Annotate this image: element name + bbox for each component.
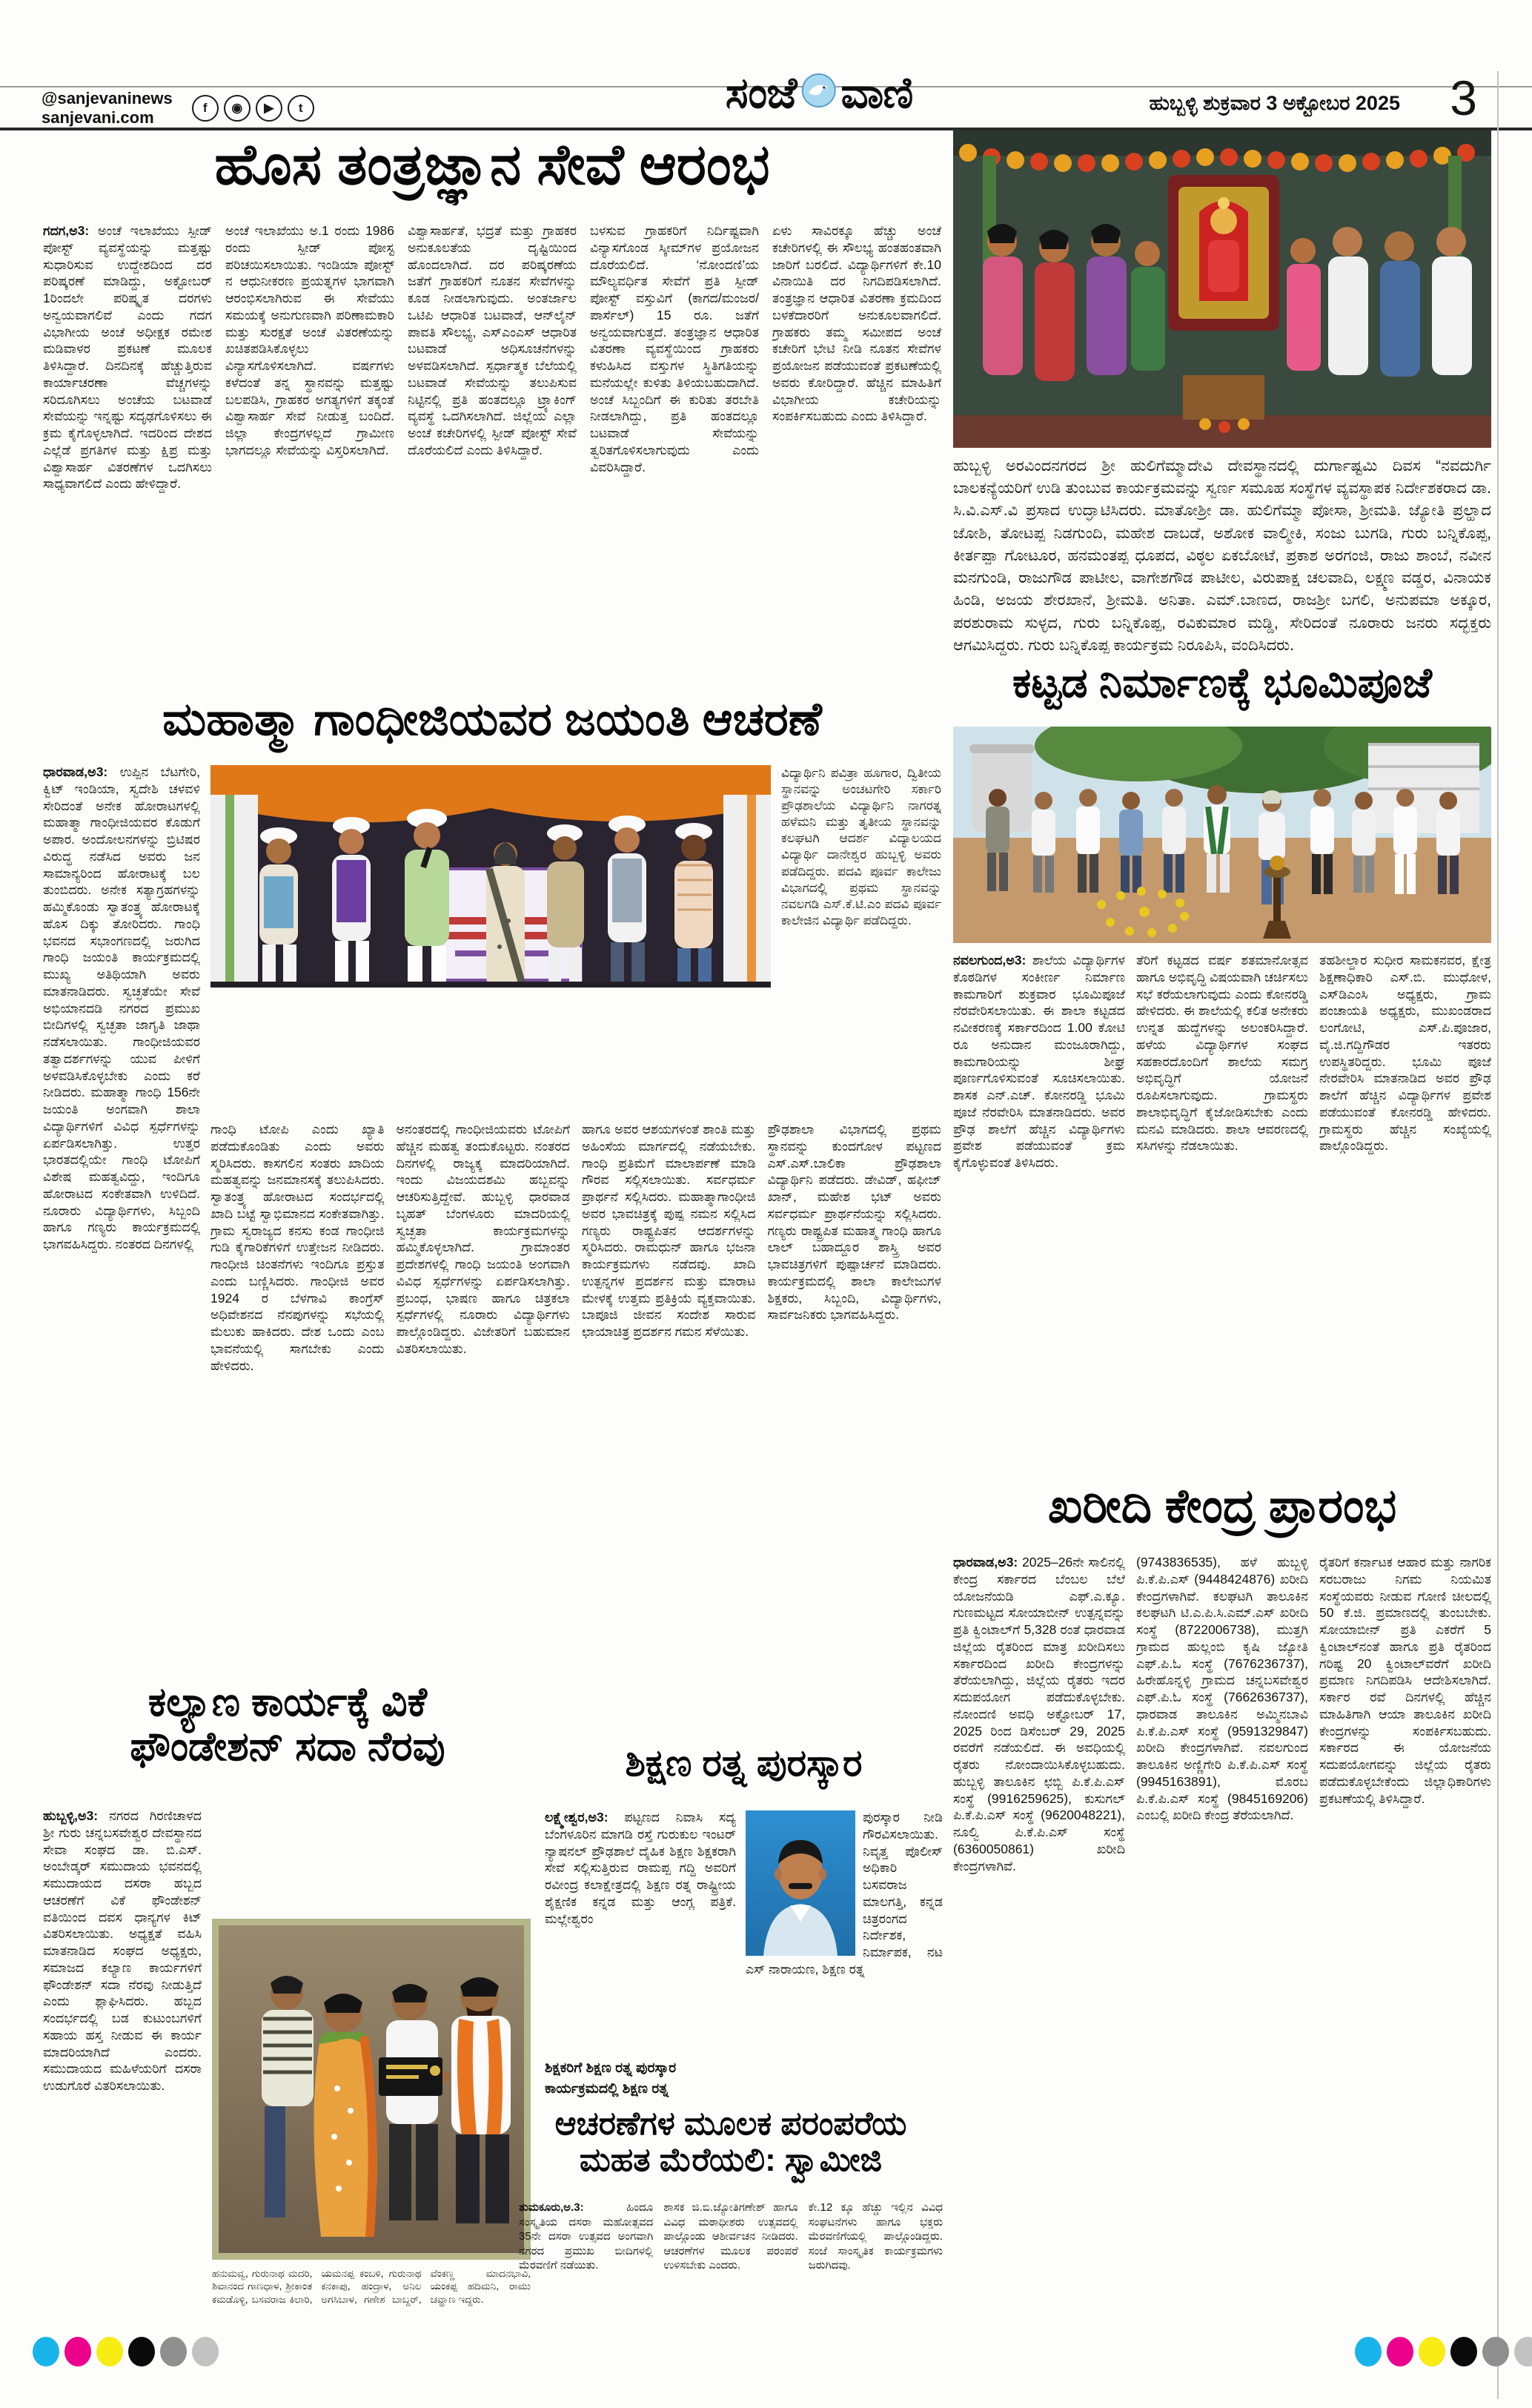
light-gray-dot	[192, 2337, 219, 2366]
magenta-dot	[1387, 2337, 1413, 2366]
vk-felicitation-photo	[212, 1919, 531, 2260]
headline-line: ಕಲ್ಯಾಣ ಕಾರ್ಯಕ್ಕೆ ವಿಕೆ	[147, 1680, 428, 1724]
column-text: ಶಾಲೆಯ ವಿದ್ಯಾರ್ಥಿಗಳ ಕೊಠಡಿಗಳ ಸಂಕೀರ್ಣ ನಿರ್ಮಾಣ ಕಾಮಗಾರಿಗೆ ಶುಕ್ರವಾರ ಭೂಮಿಪೂಜೆ ನೆರವೇರಿಸಲಾಯಿತು. ಈ ಶಾಲಾ ಕಟ್ಟಡದ ನವೀಕರಣಕ್ಕೆ ಸರ್ಕಾರದಿಂದ 1.00 ಕೋಟಿ ರೂ ಅನುದಾನ ಮಂಜೂರಾಗಿದ್ದು, ಕಾಮಗಾರಿಯನ್ನು ಶೀಘ್ರ ಪೂರ್ಣಗೊಳಿಸುವಂತೆ ಸೂಚಿಸಲಾಯಿತು. ಶಾಸಕ ಎನ್.ಎಚ್. ಕೋನರಡ್ಡಿ ಭೂಮಿ ಪೂಜೆ ನೆರವೇರಿಸಿ ಮಾತನಾಡಿದರು. ಅವರ ಪ್ರೌಢ ಶಾಲೆಗೆ ಹೆಚ್ಚಿನ ವಿದ್ಯಾರ್ಥಿಗಳು ಪ್ರವೇಶ ಪಡೆಯುವಂತೆ ಕ್ರಮ ಕೈಗೊಳ್ಳುವಂತೆ ತಿಳಿಸಿದರು.	[953, 953, 1125, 1170]
article-column	[953, 952, 1125, 1462]
yellow-dot	[1419, 2337, 1445, 2366]
article-column: ತಹಶೀಲ್ದಾರ ಸುಧೀರ ಸಾಮಕನವರ, ಕ್ಷೇತ್ರ ಶಿಕ್ಷಣಾಧಿಕಾರಿ ಎಸ್.ಬಿ. ಮುಧೋಳ, ಎಸ್‌ಡಿಎಂಸಿ ಅಧ್ಯಕ್ಷರು, ಗ್ರಾಮ ಪಂಚಾಯತಿ ಅಧ್ಯಕ್ಷರು, ಮುಖಂಡರಾದ ಲಂಗೋಟಿ, ಎಸ್.ಪಿ.ಪೂಜಾರ, ವೈ.ಜಿ.ಗದ್ದಿಗೌಡರ ಇತರರು ಉಪಸ್ಥಿತರಿದ್ದರು. ಭೂಮಿ ಪೂಜೆ ನೇರವೇರಿಸಿ ಮಾತನಾಡಿದ ಅವರ ಪ್ರೌಢ ಶಾಲೆಗೆ ಹೆಚ್ಚಿನ ವಿದ್ಯಾರ್ಥಿಗಳ ಪ್ರವೇಶ ಪಡೆಯುವಂತೆ ಕೋನರಡ್ಡಿ ಹೇಳಿದರು. ಗ್ರಾಮಸ್ಥರು ಹೆಚ್ಚಿನ ಸಂಖ್ಯೆಯಲ್ಲಿ ಪಾಲ್ಗೊಂಡಿದ್ದರು.	[1319, 953, 1491, 1154]
edition-dateline: ಹುಬ್ಬಳ್ಳಿ ಶುಕ್ರವಾರ 3 ಅಕ್ಟೋಬರ 2025	[1149, 92, 1400, 114]
yellow-dot	[96, 2337, 123, 2366]
column-text: ಹಿಂದೂ ಸಂಸ್ಕೃತಿಯ ದಸರಾ ಮಹೋತ್ಸವದ 35ನೇ ದಸರಾ ಉತ್ಸವದ ಅಂಗವಾಗಿ ನಗರದ ಪ್ರಮುಖ ಬೀದಿಗಳಲ್ಲಿ ಮೆರವಣಿಗೆ ನಡೆಯಿತು.	[519, 2201, 654, 2272]
temple-ceremony-photo	[953, 130, 1491, 448]
article-column: ಅನಂತರದಲ್ಲಿ ಗಾಂಧೀಜಿಯವರು ಟೋಪಿಗೆ ಹೆಚ್ಚಿನ ಮಹತ್ವ ತಂದುಕೊಟ್ಟರು. ನಂತರದ ದಿನಗಳಲ್ಲಿ ರಾಜ್ಯಕ್ಕ ಮಾದರಿಯಾಗಿದೆ. ಇಂದು ವಿಜಯದಶಮಿ ಹಬ್ಬವನ್ನು ಆಚರಿಸುತ್ತಿದ್ದೇವೆ. ಹುಬ್ಬಳ್ಳಿ ಧಾರವಾಡ ಬೃಹತ್ ಬೆಂಗಳೂರು ಮಾದರಿಯಲ್ಲಿ ಸ್ವಚ್ಛತಾ ಕಾರ್ಯಕ್ರಮಗಳನ್ನು ಹಮ್ಮಿಕೊಳ್ಳಲಾಗಿದೆ. ಗ್ರಾಮಾಂತರ ಪ್ರದೇಶಗಳಲ್ಲಿ ಗಾಂಧಿ ಜಯಂತಿ ಅಂಗವಾಗಿ ವಿವಿಧ ಸ್ಪರ್ಧೆಗಳನ್ನು ಏರ್ಪಡಿಸಲಾಗಿತ್ತು. ಪ್ರಬಂಧ, ಭಾಷಣ ಹಾಗೂ ಚಿತ್ರಕಲಾ ಸ್ಪರ್ಧೆಗಳಲ್ಲಿ ನೂರಾರು ವಿದ್ಯಾರ್ಥಿಗಳು ಪಾಲ್ಗೊಂಡಿದ್ದರು. ವಿಜೇತರಿಗೆ ಬಹುಮಾನ ವಿತರಿಸಲಾಯಿತು.	[396, 1122, 570, 1356]
swamiji-columns	[519, 2200, 943, 2328]
magenta-dot	[64, 2337, 91, 2366]
article-column: ಅಂಚೆ ಇಲಾಖೆಯು ಅ.1 ರಂದು 1986 ರಂದು ಸ್ಪೀಡ್ ಪೋಸ್ಟ ಪರಿಚಯಿಸಲಾಯಿತು. ಇಂಡಿಯಾ ಪೋಸ್ಟ್ ನ ಆಧುನೀಕರಣ ಪ್ರಯತ್ನಗಳ ಭಾಗವಾಗಿ ಆರಂಭಿಸಲಾಗಿರುವ ಈ ಸೇವೆಯು ಸಮಯಕ್ಕೆ ಅನುಗುಣವಾಗಿ ಪರಿಣಾಮಕಾರಿ ಮತ್ತು ಸುರಕ್ಷತೆ ಅಂಚೆ ವಿತರಣೆಯನ್ನು ಖಚಿತಪಡಿಸಿಕೊಳ್ಳಲು ವಿನ್ಯಾಸಗೊಳಿಸಲಾಗಿದೆ. ವರ್ಷಗಳು ಕಳೆದಂತೆ ತನ್ನ ಸ್ಥಾನವನ್ನು ಮತ್ತಷ್ಟು ಬಲಪಡಿಸಿ, ಗ್ರಾಹಕರ ಅಗತ್ಯಗಳಿಗೆ ತಕ್ಕಂತೆ ವಿಶ್ವಾಸಾರ್ಹ ಸೇವೆ ನೀಡುತ್ತ ಬಂದಿದೆ. ಜಿಲ್ಲಾ ಕೇಂದ್ರಗಳಲ್ಲದೆ ಗ್ರಾಮೀಣ ಭಾಗದಲ್ಲೂ ಸೇವೆಯನ್ನು ವಿಸ್ತರಿಸಲಾಗಿದೆ.	[225, 223, 394, 457]
headline-bhoomi-pooja: ಕಟ್ಟಡ ನಿರ್ಮಾಣಕ್ಕೆ ಭೂಮಿಪೂಜೆ	[1012, 659, 1432, 706]
bird-logo-icon	[801, 69, 837, 119]
article-column: ಪ್ರೌಢಶಾಲಾ ವಿಭಾಗದಲ್ಲಿ ಪ್ರಥಮ ಸ್ಥಾನವನ್ನು ಕುಂದಗೋಳ ಪಟ್ಟಣದ ಎಸ್.ಎಸ್.ಬಾಲಿಕಾ ಪ್ರೌಢಶಾಲಾ ವಿದ್ಯಾರ್ಥಿನಿ ಪಡೆದರು. ಡೇವಿಡ್, ಹಫೀಜ್ ಖಾನ್, ಮಹೇಶ ಭಟ್ ಅವರು ಸರ್ವಧರ್ಮ ಪ್ರಾರ್ಥನೆಯನ್ನು ಸಲ್ಲಿಸಿದರು. ಗಣ್ಯರು ರಾಷ್ಟ್ರಪಿತ ಮಹಾತ್ಮ ಗಾಂಧಿ ಹಾಗೂ ಲಾಲ್ ಬಹಾದ್ದೂರ ಶಾಸ್ತ್ರಿ ಅವರ ಭಾವಚಿತ್ರಗಳಿಗೆ ಪುಷ್ಪಾರ್ಚನೆ ಮಾಡಿದರು. ಕಾರ್ಯಕ್ರಮದಲ್ಲಿ ಶಾಲಾ ಕಾಲೇಜುಗಳ ಶಿಕ್ಷಕರು, ಸಿಬ್ಬಂದಿ, ವಿದ್ಯಾರ್ಥಿಗಳು, ಸಾರ್ವಜನಿಕರು ಭಾಗವಹಿಸಿದ್ದರು.	[767, 1122, 941, 1323]
kharidi-columns	[953, 1554, 1491, 2328]
article-column	[43, 222, 212, 682]
article-column: ಏಳು ಸಾವಿರಕ್ಕೂ ಹೆಚ್ಚು ಅಂಚೆ ಕಚೇರಿಗಳಲ್ಲಿ ಈ ಸೌಲಭ್ಯ ಹಂತಹಂತವಾಗಿ ಜಾರಿಗೆ ಬರಲಿದೆ. ವಿದ್ಯಾರ್ಥಿಗಳಿಗೆ ಕೇ.10 ವಿನಾಯಿತಿ ದರ ನಿಗದಿಪಡಿಸಲಾಗಿದೆ. ತಂತ್ರಜ್ಞಾನ ಆಧಾರಿತ ವಿತರಣಾ ಕ್ರಮದಿಂದ ಬಳಕೆದಾರರಿಗೆ ಅನುಕೂಲವಾಗಲಿದೆ. ಗ್ರಾಹಕರು ತಮ್ಮ ಸಮೀಪದ ಅಂಚೆ ಕಚೇರಿಗೆ ಭೇಟಿ ನೀಡಿ ನೂತನ ಸೇವೆಗಳ ಪ್ರಯೋಜನ ಪಡೆಯುವಂತೆ ಪ್ರಕಟಣೆಯಲ್ಲಿ ಅವರು ಕೋರಿದ್ದಾರೆ. ಹೆಚ್ಚಿನ ಮಾಹಿತಿಗೆ ವಿಭಾಗೀಯ ಕಚೇರಿಯನ್ನು ಸಂಪರ್ಕಿಸಬಹುದು ಎಂದು ತಿಳಿಸಿದ್ದಾರೆ.	[772, 223, 941, 424]
article-column: ವಿಶ್ವಾಸಾರ್ಹತೆ, ಭದ್ರತೆ ಮತ್ತು ಗ್ರಾಹಕರ ಅನುಕೂಲತೆಯ ದೃಷ್ಟಿಯಿಂದ ಹೊಂದಲಾಗಿದೆ. ದರ ಪರಿಷ್ಕರಣೆಯ ಜತೆಗೆ ಗ್ರಾಹಕರಿಗೆ ನೂತನ ಸೇವೆಗಳನ್ನು ಕೂಡ ನೀಡಲಾಗುವುದು. ಅಂತರ್ಜಾಲ ಒಟಿಪಿ ಆಧಾರಿತ ಬಟವಾಡೆ, ಆನ್‌ಲೈನ್ ಪಾವತಿ ಸೌಲಭ್ಯ, ಎಸ್‌ಎಂಎಸ್ ಆಧಾರಿತ ಬಟವಾಡೆ ಅಧಿಸೂಚನೆಗಳನ್ನು ಅಳವಡಿಸಲಾಗಿದೆ. ಸ್ಪರ್ಧಾತ್ಮಕ ಬೆಲೆಯಲ್ಲಿ ಬಟವಾಡೆ ಸೇವೆಯನ್ನು ತಲುಪಿಸುವ ನಿಟ್ಟಿನಲ್ಲಿ ಪ್ರತಿ ಹಂತದಲ್ಲೂ ಟ್ರ್ಯಾಕಿಂಗ್ ವ್ಯವಸ್ಥೆ ಒದಗಿಸಲಾಗಿದೆ. ಜಿಲ್ಲೆಯ ಎಲ್ಲಾ ಅಂಚೆ ಕಚೇರಿಗಳಲ್ಲಿ ಸ್ಪೀಡ್ ಪೋಸ್ಟ್ ಸೇವೆ ದೊರೆಯಲಿದೆ ಎಂದು ತಿಳಿಸಿದ್ದಾರೆ.	[408, 223, 577, 457]
dateline-navalgund: ನವಲಗುಂದ,ಅ3:	[953, 953, 1027, 968]
print-registration-dots-left	[33, 2337, 219, 2366]
gandhi-side-column: ವಿದ್ಯಾರ್ಥಿನಿ ಪವಿತ್ರಾ ಹೂಗಾರ, ದ್ವಿತೀಯ ಸ್ಥಾನವನ್ನು ಅಂಚಟಗೇರಿ ಸರ್ಕಾರಿ ಪ್ರೌಢಶಾಲೆಯ ವಿದ್ಯಾರ್ಥಿನಿ ನಾಗರತ್ನ ಹಳೆಮನಿ ಮತ್ತು ತೃತೀಯ ಸ್ಥಾನವನ್ನು ಕಲಘಟಗಿ ಆದರ್ಶ ವಿದ್ಯಾಲಯದ ವಿದ್ಯಾರ್ಥಿ ದಾನೇಶ್ವರ ಹುಬ್ಬಳ್ಳಿ ಅವರು ಪಡೆದಿದ್ದರು. ಪದವಿ ಪೂರ್ವ ಕಾಲೇಜು ವಿಭಾಗದಲ್ಲಿ ಪ್ರಥಮ ಸ್ಥಾನವನ್ನು ನವಲಗಡಿ ಎಸ್.ಕೆ.ಟಿ.ಎಂ ಪದವಿ ಪೂರ್ವ ಕಾಲೇಜಿನ ವಿದ್ಯಾರ್ಥಿ ಪಡೆದಿದ್ದರು.	[781, 766, 941, 927]
masthead-text-left: ಸಂಜೆ	[725, 69, 797, 117]
page-number: 3	[1450, 70, 1477, 125]
article-column: ಗಾಂಧಿ ಟೋಪಿ ಎಂದು ಖ್ಯಾತಿ ಪಡೆದುಕೊಂಡಿತು ಎಂದು ಅವರು ಸ್ಮರಿಸಿದರು. ಕಾಸಗಲಿನ ಸಂತರು ಖಾದಿಯ ಮಹತ್ವವನ್ನು ಜನಮಾನಸಕ್ಕೆ ತಲುಪಿಸಿದರು. ಸ್ವಾತಂತ್ರ್ಯ ಹೋರಾಟದ ಸಂದರ್ಭದಲ್ಲಿ ಖಾದಿ ಬಟ್ಟೆ ಸ್ವಾಭಿಮಾನದ ಸಂಕೇತವಾಗಿತ್ತು. ಗ್ರಾಮ ಸ್ವರಾಜ್ಯದ ಕನಸು ಕಂಡ ಗಾಂಧೀಜಿ ಗುಡಿ ಕೈಗಾರಿಕೆಗಳಿಗೆ ಉತ್ತೇಜನ ನೀಡಿದರು. ಗಾಂಧೀಜಿ ಚಿಂತನೆಗಳು ಇಂದಿಗೂ ಪ್ರಸ್ತುತ ಎಂದು ಬಣ್ಣಿಸಿದರು. ಗಾಂಧೀಜಿ ಅವರ 1924 ರ ಬೆಳಗಾವಿ ಕಾಂಗ್ರೆಸ್ ಅಧಿವೇಶನದ ನೆನಪುಗಳನ್ನು ಸಭೆಯಲ್ಲಿ ಮೆಲುಕು ಹಾಕಿದರು. ದೇಶ ಒಂದು ಎಂಬ ಭಾವನೆಯಲ್ಲಿ ಸಾಗಬೇಕು ಎಂದು ಹೇಳಿದರು.	[210, 1122, 385, 1373]
headline-shikshana-ratna: ಶಿಕ್ಷಣ ರತ್ನ ಪುರಸ್ಕಾರ	[625, 1742, 863, 1784]
headline-swamiji: ಆಚರಣೆಗಳ ಮೂಲಕ ಪರಂಪರೆಯ ಮಹತ ಮೆರೆಯಲಿ: ಸ್ವಾಮೀಜಿ	[554, 2106, 907, 2179]
article-column: ಕೇ.12 ಕ್ಕೂ ಹೆಚ್ಚು ಇಲ್ಲಿನ ವಿವಿಧ ಸಂಘಟನೆಗಳು ಹಾಗೂ ಭಕ್ತರು ಮೆರವಣಿಗೆಯಲ್ಲಿ ಪಾಲ್ಗೊಂಡಿದ್ದರು. ಸಂಜೆ ಸಾಂಸ್ಕೃತಿಕ ಕಾರ್ಯಕ್ರಮಗಳು ಜರುಗಿದವು.	[808, 2201, 943, 2272]
shikshana-column	[545, 1809, 736, 2055]
dateline-gadag: ಗದಗ,ಅ3:	[43, 223, 90, 238]
dateline-lakshmeshwar: ಲಕ್ಷ್ಮೇಶ್ವರ,ಅ3:	[545, 1810, 609, 1825]
temple-photo-caption: ಹುಬ್ಬಳ್ಳಿ ಅರವಿಂದನಗರದ ಶ್ರೀ ಹುಲಿಗೆಮ್ಮಾದೇವಿ ದೇವಸ್ಥಾನದಲ್ಲಿ ದುರ್ಗಾಷ್ಟಮಿ ದಿವಸ “ನವದುರ್ಗಿ ಬಾಲಕನ್ಯೆಯರಿಗೆ ಉಡಿ ತುಂಬುವ ಕಾರ್ಯಕ್ರಮವನ್ನು ಸ್ವರ್ಣ ಸಮೂಹ ಸಂಸ್ಥೆಗಳ ವ್ಯವಸ್ಥಾಪಕ ನಿರ್ದೇಶಕರಾದ ಡಾ. ಸಿ.ವಿ.ಎಸ್.ವಿ ಪ್ರಸಾದ ಉದ್ಘಾಟಿಸಿದರು. ಮಾತೋಶ್ರೀ ಡಾ. ಹುಲಿಗೆಮ್ಮಾ ಪೋಸಾ, ಶ್ರೀಮತಿ. ಜ್ಯೋತಿ ಪ್ರಲ್ಹಾದ ಜೋಶಿ, ತೋಟಪ್ಪ ನಿಡಗುಂದಿ, ಮಹೇಶ ದಾಬಡೆ, ಅಶೋಕ ವಾಲ್ಮೀಕಿ, ಸಂಜು ಬುಗಡಿ, ಗುರು ಬನ್ನಿಕೊಪ್ಪ, ಕೀರ್ತಪ್ಪಾ ಗೋಟೂರ, ಹನಮಂತಪ್ಪ ಧೂಪದ, ವಿಠ್ಠಲ ಏಕಬೋಟೆ, ಪ್ರಕಾಶ ಅರಗಂಜಿ, ರಾಜು ಶಾಂಬೆ, ನವೀನ ಮನಗುಂಡಿ, ರಾಜುಗೌಡ ಪಾಟೀಲ, ವಾಗೇಶಗೌಡ ಪಾಟೀಲ, ವಿರುಪಾಕ್ಷ ಚಲವಾದಿ, ಲಕ್ಷ್ಮಣ ವಡ್ಡರ, ವಿನಾಯಕ ಹಿಂಡಿ, ಅಜಯ ಶೇರಖಾನೆ, ಶ್ರೀಮತಿ. ಅನಿತಾ. ಎಮ್.ಬಾಣದ, ರಾಜಶ್ರೀ ಬಗಲಿ, ಅನುಪಮಾ ಅಕ್ಕೂರ, ಪರಶುರಾಮ ಸುಳ್ಳದ, ಗುರು ಬನ್ನಿಕೊಪ್ಪ, ರವಿಕುಮಾರ ಮಡ್ಡಿ, ಸೇರಿದಂತೆ ನೂರಾರು ಜನರು ಸದ್ಭಕ್ತರು ಆಗಮಿಸಿದ್ದರು. ಗುರು ಬನ್ನಿಕೊಪ್ಪ ಕಾರ್ಯಕ್ರಮ ನಿರೂಪಿಸಿ, ವಂದಿಸಿದರು.	[953, 457, 1491, 654]
facebook-icon: f	[192, 95, 219, 122]
gandhi-body-columns	[210, 1121, 941, 1656]
youtube-icon: ▶	[256, 95, 282, 122]
headline-line: ಫೌಂಡೇಶನ್ ಸದಾ ನೆರವು	[130, 1724, 445, 1770]
dateline-tumakuru: ತುಮಕೂರು,ಅ.3:	[519, 2201, 584, 2214]
article-tech-columns	[43, 222, 941, 682]
note-line: ಶಿಕ್ಷಕರಿಗೆ ಶಿಕ್ಷಣ ರತ್ನ ಪುರಸ್ಕಾರ	[545, 2060, 677, 2076]
twitter-icon: t	[288, 95, 314, 122]
teacher-portrait-photo	[746, 1810, 855, 1956]
page-edge-rule	[1497, 71, 1499, 2399]
article-column: ತೆರಿಗೆ ಕಟ್ಟಡದ ವರ್ಷ ಶತಮಾನೋತ್ಸವ ಹಾಗೂ ಅಭಿವೃದ್ಧಿ ವಿಷಯವಾಗಿ ಚರ್ಚಿಸಲು ಸಭೆ ಕರೆಯಲಾಗುವುದು ಎಂದು ಕೋನರಡ್ಡಿ ಹೇಳಿದರು. ಈ ಶಾಲೆಯಲ್ಲಿ ಕಲಿತ ಅನೇಕರು ಉನ್ನತ ಹುದ್ದೆಗಳನ್ನು ಅಲಂಕರಿಸಿದ್ದಾರೆ. ಹಳೆಯ ವಿದ್ಯಾರ್ಥಿಗಳ ಸಂಘದ ಸಹಕಾರದೊಂದಿಗೆ ಶಾಲೆಯ ಸಮಗ್ರ ಅಭಿವೃದ್ಧಿಗೆ ಯೋಜನೆ ರೂಪಿಸಲಾಗುವುದು. ಗ್ರಾಮಸ್ಥರು ಶಾಲಾಭಿವೃದ್ಧಿಗೆ ಕೈಜೋಡಿಸಬೇಕು ಎಂದು ಮನವಿ ಮಾಡಿದರು. ಶಾಲಾ ಆವರಣದಲ್ಲಿ ಸಸಿಗಳನ್ನು ನೆಡಲಾಯಿತು.	[1136, 953, 1308, 1154]
bhoomi-pooja-photo	[953, 727, 1491, 943]
cyan-dot	[1355, 2337, 1382, 2366]
shikshana-bold-note	[545, 2058, 863, 2099]
social-handles	[42, 89, 173, 128]
dateline-hubballi: ಹುಬ್ಬಳ್ಳಿ,ಅ3:	[43, 1808, 99, 1823]
print-registration-dots-right	[1355, 2337, 1532, 2366]
gandhi-left-column	[43, 764, 200, 1657]
shikshana-column	[746, 1809, 943, 2055]
article-column: ಹಾಗೂ ಅವರ ಆಶಯಗಳಂತೆ ಶಾಂತಿ ಮತ್ತು ಅಹಿಂಸೆಯ ಮಾರ್ಗದಲ್ಲಿ ನಡೆಯಬೇಕು. ಗಾಂಧಿ ಪ್ರತಿಮೆಗೆ ಮಾಲಾರ್ಪಣೆ ಮಾಡಿ ಗೌರವ ಸಲ್ಲಿಸಲಾಯಿತು. ಸರ್ವಧರ್ಮ ಪ್ರಾರ್ಥನೆ ಸಲ್ಲಿಸಿದರು. ಮಹಾತ್ಮಾಗಾಂಧೀಜಿ ಅವರ ಭಾವಚಿತ್ರಕ್ಕೆ ಪುಷ್ಪ ನಮನ ಸಲ್ಲಿಸಿದ ಗಣ್ಯರು ರಾಷ್ಟ್ರಪಿತನ ಆದರ್ಶಗಳನ್ನು ಸ್ಮರಿಸಿದರು. ರಾಮಧುನ್ ಹಾಗೂ ಭಜನಾ ಕಾರ್ಯಕ್ರಮಗಳು ನಡೆದವು. ಖಾದಿ ಉತ್ಪನ್ನಗಳ ಪ್ರದರ್ಶನ ಮತ್ತು ಮಾರಾಟ ಮೇಳಕ್ಕೆ ಉತ್ತಮ ಪ್ರತಿಕ್ರಿಯೆ ವ್ಯಕ್ತವಾಯಿತು. ಬಾಪೂಜಿ ಜೀವನ ಸಂದೇಶ ಸಾರುವ ಛಾಯಾಚಿತ್ರ ಪ್ರದರ್ಶನ ಗಮನ ಸೆಳೆಯಿತು.	[582, 1122, 756, 1339]
article-column: ಬಳಸುವ ಗ್ರಾಹಕರಿಗೆ ನಿರ್ದಿಷ್ಟವಾಗಿ ವಿನ್ಯಾಸಗೊಂಡ ಸ್ಕೀಮ್‌ಗಳ ಪ್ರಯೋಜನ ದೊರೆಯಲಿದೆ. ‘ನೋಂದಣಿ’ಯ ಮೌಲ್ಯವರ್ಧಿತ ಸೇವೆಗೆ ಪ್ರತಿ ಸ್ಪೀಡ್ ಪೋಸ್ಟ್ ವಸ್ತುವಿಗೆ (ಕಾಗದ/ಮಂಜರ/ಪಾರ್ಸೆಲ್) 15 ರೂ. ಜತೆಗೆ ಅನ್ವಯವಾಗುತ್ತದೆ. ತಂತ್ರಜ್ಞಾನ ಆಧಾರಿತ ವಿತರಣಾ ವ್ಯವಸ್ಥೆಯಿಂದ ಗ್ರಾಹಕರು ಕಳುಹಿಸಿದ ವಸ್ತುಗಳ ಸ್ಥಿತಿಗತಿಯನ್ನು ಮನೆಯಲ್ಲೇ ಕುಳಿತು ತಿಳಿಯಬಹುದಾಗಿದೆ. ಅಂಚೆ ಸಿಬ್ಬಂದಿಗೆ ಈ ಕುರಿತು ತರಬೇತಿ ನೀಡಲಾಗಿದ್ದು, ಪ್ರತಿ ಹಂತದಲ್ಲೂ ಬಟವಾಡೆ ಸೇವೆಯನ್ನು ತ್ವರಿತಗೊಳಿಸಲಾಗುವುದು ಎಂದು ವಿವರಿಸಿದ್ದಾರೆ.	[590, 223, 759, 474]
light-gray-dot	[1514, 2337, 1532, 2366]
masthead	[726, 68, 913, 119]
gray-dot	[160, 2337, 187, 2366]
dateline-dharwad-2: ಧಾರವಾಡ,ಅ3:	[953, 1555, 1018, 1570]
black-dot	[128, 2337, 155, 2366]
dateline-dharwad: ಧಾರವಾಡ,ಅ3:	[43, 764, 108, 779]
social-handle: @sanjevaninews	[42, 89, 173, 108]
instagram-icon: ◉	[224, 95, 251, 122]
headline-gandhi-jayanti: ಮಹಾತ್ಮಾ ಗಾಂಧೀಜಿಯವರ ಜಯಂತಿ ಆಚರಣೆ	[162, 694, 822, 745]
column-text: 2025–26ನೇ ಸಾಲಿನಲ್ಲಿ ಕೇಂದ್ರ ಸರ್ಕಾರದ ಬೆಂಬಲ ಬೆಲೆ ಯೋಜನೆಯಡಿ ಎಫ್.ಎ.ಕ್ಯೂ. ಗುಣಮಟ್ಟದ ಸೋಯಾಬೀನ್ ಉತ್ಪನ್ನವನ್ನು ಪ್ರತಿ ಕ್ವಿಂಟಾಲ್‌ಗೆ 5,328 ರಂತೆ ಧಾರವಾಡ ಜಿಲ್ಲೆಯ ರೈತರಿಂದ ಮಾತ್ರ ಖರೀದಿಸಲು ಸರ್ಕಾರದಿಂದ ಖರೀದಿ ಕೇಂದ್ರಗಳನ್ನು ತೆರೆಯಲಾಗಿದ್ದು, ಜಿಲ್ಲೆಯ ರೈತರು ಇದರ ಸದುಪಯೋಗ ಪಡೆದುಕೊಳ್ಳಬೇಕು. ನೋಂದಣಿ ಅವಧಿ ಅಕ್ಟೋಬರ್ 17, 2025 ರಿಂದ ಡಿಸೆಂಬರ್ 29, 2025 ರವರೆಗೆ ನಡೆಯಲಿದೆ. ಈ ಅವಧಿಯಲ್ಲಿ ರೈತರು ನೋಂದಾಯಿಸಿಕೊಳ್ಳಬಹುದು. ಹುಬ್ಬಳ್ಳಿ ತಾಲೂಕಿನ ಛಬ್ಬಿ ಪಿ.ಕೆ.ಪಿ.ಎಸ್ ಸಂಸ್ಥೆ (9916259625), ಕುಸುಗಲ್ ಪಿ.ಕೆ.ಪಿ.ಎಸ್ ಸಂಸ್ಥೆ (9620048221), ನೂಲ್ವಿ ಪಿ.ಕೆ.ಪಿ.ಎಸ್ ಸಂಸ್ಥೆ (6360050861) ಖರೀದಿ ಕೇಂದ್ರಗಳಾಗಿವೆ.	[953, 1555, 1125, 1873]
cyan-dot	[33, 2337, 59, 2366]
vk-names-list: ಹನುಮವ್ವ, ಗುರುನಾಥ ಮದರಿ, ಶಿವಾನಂದ ಗಾಣಧಾಳ, ಶ್ರೀಕಾಂತ ಕಮಡೊಳ್ಳಿ, ಬಸವರಾಜ ಕಿಲಾರಿ, ಯಮನಪ್ಪ ಕಂಬಳಿ, ಗುರುನಾಥ ಕನಕಾಪು, ಹಂದ್ರಾಳ, ಅನಿಲ ಅಗಸಿಬಾಳ, ಗಣೇಶ ಬಾಬ್ದರ್, ವೆಂಕಣ್ಣ ಮಾದನಭಾವಿ, ಯಂಕಪ್ಪ ಹದಿಮನಿ, ರಾಮು ಚವ್ಹಾಣ ಇದ್ದರು.	[212, 2268, 531, 2305]
column-text: ನಗರದ ಗಿರಣಿಚಾಳದ ಶ್ರೀ ಗುರು ಚನ್ನಬಸವೇಶ್ವರ ದೇವಸ್ಥಾನದ ಸೇವಾ ಸಂಘದ ಡಾ. ಬಿ.ಎಸ್. ಅಂಬೇಡ್ಕರ್ ಸಮುದಾಯ ಭವನದಲ್ಲಿ ಸಮುದಾಯದ ದಸರಾ ಹಬ್ಬದ ಆಚರಣೆಗೆ ವಿಕೆ ಫೌಂಡೇಶನ್ ವತಿಯಿಂದ ದವಸ ಧಾನ್ಯಗಳ ಕಿಟ್ ವಿತರಿಸಲಾಯಿತು. ಅಧ್ಯಕ್ಷತೆ ವಹಿಸಿ ಮಾತನಾಡಿದ ಸಂಘದ ಅಧ್ಯಕ್ಷರು, ಸಮಾಜದ ಕಲ್ಯಾಣ ಕಾರ್ಯಗಳಿಗೆ ಫೌಂಡೇಶನ್ ಸದಾ ನೆರವು ನೀಡುತ್ತಿದೆ ಎಂದು ಶ್ಲಾಘಿಸಿದರು. ಹಬ್ಬದ ಸಂದರ್ಭದಲ್ಲಿ ಬಡ ಕುಟುಂಬಗಳಿಗೆ ಸಹಾಯ ಹಸ್ತ ನೀಡುವ ಈ ಕಾರ್ಯ ಮಾದರಿಯಾಗಿದೆ ಎಂದರು. ಸಮುದಾಯದ ಮಹಿಳೆಯರಿಗೆ ದಸರಾ ಉಡುಗೊರೆ ವಿತರಿಸಲಾಯಿತು.	[43, 1808, 202, 2093]
social-icon-row	[192, 95, 314, 122]
black-dot	[1450, 2337, 1477, 2366]
column-text: ಅಂಚೆ ಇಲಾಖೆಯು ಸ್ಪೀಡ್ ಪೋಸ್ಟ್ ವ್ಯವಸ್ಥೆಯನ್ನು ಮತ್ತಷ್ಟು ಸುಧಾರಿಸುವ ಉದ್ದೇಶದಿಂದ ದರ ಪರಿಷ್ಕರಣೆ ಮಾಡಿದ್ದು, ಅಕ್ಟೋಬರ್ 1ರಿಂದಲೇ ಪರಿಷ್ಕೃತ ದರಗಳು ಅನ್ವಯವಾಗಲಿವೆ ಎಂದು ಗದಗ ವಿಭಾಗೀಯ ಅಂಚೆ ಅಧೀಕ್ಷಕ ರಮೇಶ ಮಡಿವಾಳರ ಪ್ರಕಟಣೆ ಮೂಲಕ ತಿಳಿಸಿದ್ದಾರೆ. ದಿನದಿನಕ್ಕೆ ಹೆಚ್ಚುತ್ತಿರುವ ಕಾರ್ಯಾಚರಣಾ ವೆಚ್ಚಗಳನ್ನು ಸರಿದೂಗಿಸಲು ಅಂಚೆಯ ಬಟವಾಡೆ ಸೇವೆಯನ್ನು ಇನ್ನಷ್ಟು ಸದೃಢಗೊಳಿಸಲು ಈ ಕ್ರಮ ಕೈಗೊಳ್ಳಲಾಗಿದೆ. ಇದರಿಂದ ದೇಶದ ಎಲ್ಲೆಡೆ ಪ್ರಗತಿಗಳ ಮತ್ತು ಕ್ಷಿಪ್ರ ಮತ್ತು ವಿಶ್ವಾಸಾರ್ಹ ವಿತರಣೆಗಳ ಒದಗಿಸಲು ಸಾಧ್ಯವಾಗಲಿದೆ ಎಂದು ಹೇಳಿದ್ದಾರೆ.	[43, 223, 212, 492]
gandhi-stage-photo	[210, 765, 771, 988]
social-block	[42, 89, 314, 128]
note-line: ಕಾರ್ಯಕ್ರಮದಲ್ಲಿ ಶಿಕ್ಷಣ ರತ್ನ	[545, 2080, 669, 2097]
article-column	[953, 1554, 1125, 2328]
column-text: ಉಪ್ಪಿನ ಬೆಟಗೇರಿ, ಕ್ವಿಟ್ ಇಂಡಿಯಾ, ಸ್ವದೇಶಿ ಚಳವಳಿ ಸೇರಿದಂತೆ ಅನೇಕ ಹೋರಾಟಗಳಲ್ಲಿ ಮಹಾತ್ಮಾ ಗಾಂಧೀಜಿಯವರ ಕೊಡುಗೆ ಅಪಾರ. ಅಂದೋಲನಗಳನ್ನು ಬ್ರಿಟಿಷರ ವಿರುದ್ಧ ನಡೆಸಿದ ಅವರು ಜನ ಸಾಮಾನ್ಯರಿಂದ ಹೋರಾಟಕ್ಕೆ ಬಲ ತುಂಬಿದರು. ಅನೇಕ ಸತ್ಯಾಗ್ರಹಗಳನ್ನು ಹಮ್ಮಿಕೊಂಡು ಸ್ವಾತಂತ್ರ್ಯ ಹೋರಾಟಕ್ಕೆ ಹೊಸ ದಿಕ್ಕು ತೋರಿದರು. ಗಾಂಧಿ ಭವನದ ಸಭಾಂಗಣದಲ್ಲಿ ಜರುಗಿದ ಗಾಂಧಿ ಜಯಂತಿ ಕಾರ್ಯಕ್ರಮದಲ್ಲಿ ಮುಖ್ಯ ಅತಿಥಿಯಾಗಿ ಅವರು ಮಾತನಾಡಿದರು. ಸ್ವಚ್ಛತೆಯೇ ಸೇವೆ ಅಭಿಯಾನದಡಿ ನಗರದ ಪ್ರಮುಖ ಬೀದಿಗಳಲ್ಲಿ ಸ್ವಚ್ಛತಾ ಜಾಗೃತಿ ಜಾಥಾ ನಡೆಸಲಾಯಿತು. ಗಾಂಧೀಜಿಯವರ ತತ್ವಾದರ್ಶಗಳನ್ನು ಯುವ ಪೀಳಿಗೆ ಅಳವಡಿಸಿಕೊಳ್ಳಬೇಕು ಎಂದು ಕರೆ ನೀಡಿದರು. ಮಹಾತ್ಮಾ ಗಾಂಧಿ 156ನೇ ಜಯಂತಿ ಅಂಗವಾಗಿ ಶಾಲಾ ವಿದ್ಯಾರ್ಥಿಗಳಿಗೆ ವಿವಿಧ ಸ್ಪರ್ಧೆಗಳನ್ನು ಏರ್ಪಡಿಸಲಾಗಿತ್ತು. ಉತ್ತರ ಭಾರತದಲ್ಲಿಯೇ ಗಾಂಧಿ ಟೋಪಿಗೆ ವಿಶೇಷ ಮಹತ್ವವಿದ್ದು, ಇಂದಿಗೂ ಹೋರಾಟದ ಸಂಕೇತವಾಗಿ ಉಳಿದಿದೆ. ನೂರಾರು ವಿದ್ಯಾರ್ಥಿಗಳು, ಸಿಬ್ಬಂದಿ ಹಾಗೂ ಗಣ್ಯರು ಕಾರ್ಯಕ್ರಮದಲ್ಲಿ ಭಾಗವಹಿಸಿದ್ದರು. ನಂತರದ ದಿನಗಳಲ್ಲಿ	[43, 764, 200, 1251]
headline-tech-service: ಹೊಸ ತಂತ್ರಜ್ಞಾನ ಸೇವೆ ಆರಂಭ	[214, 133, 770, 196]
website-url: sanjevani.com	[42, 108, 154, 128]
article-column: ಶಾಸಕ ಜಿ.ಬಿ.ಜ್ಯೋತಿಗಣೇಶ್ ಹಾಗೂ ವಿವಿಧ ಮಠಾಧೀಶರು ಉತ್ಸವದಲ್ಲಿ ಪಾಲ್ಗೊಂಡು ಆಶೀರ್ವಚನ ನೀಡಿದರು. ಆಚರಣೆಗಳ ಮೂಲಕ ಪರಂಪರೆ ಉಳಿಸಬೇಕು ಎಂದರು.	[663, 2201, 798, 2272]
headline-vk-foundation	[43, 1680, 532, 1770]
vk-left-column	[43, 1807, 202, 2326]
article-column: (9743836535), ಹಳೆ ಹುಬ್ಬಳ್ಳಿ ಪಿ.ಕೆ.ಪಿ.ಎಸ್ (9448424876) ಖರೀದಿ ಕೇಂದ್ರಗಳಾಗಿವೆ. ಕಲಘಟಗಿ ತಾಲೂಕಿನ ಕಲಘಟಗಿ ಟಿ.ಎ.ಪಿ.ಸಿ.ಎಮ್.ಎಸ್ ಖರೀದಿ ಸಂಸ್ಥೆ (8722006738), ಮುತ್ತಗಿ ಗ್ರಾಮದ ಹುಲ್ಲಂಬಿ ಕೃಷಿ ಜ್ಯೋತಿ ಎಫ್.ಪಿ.ಓ ಸಂಸ್ಥೆ (7676236737), ಹಿರೇಹೊನ್ನಳ್ಳಿ ಗ್ರಾಮದ ಚನ್ನಬಸವೇಶ್ವರ ಎಫ್.ಪಿ.ಓ ಸಂಸ್ಥೆ (7662636737), ಧಾರವಾಡ ತಾಲೂಕಿನ ಅಮ್ಮಿನಬಾವಿ ಪಿ.ಕೆ.ಪಿ.ಎಸ್ ಸಂಸ್ಥೆ (9591329847) ಖರೀದಿ ಕೇಂದ್ರಗಳಾಗಿವೆ. ನವಲಗುಂದ ತಾಲೂಕಿನ ಅಣ್ಣಿಗೇರಿ ಪಿ.ಕೆ.ಪಿ.ಎಸ್ ಸಂಸ್ಥೆ (9945163891), ಮೊರಬ ಪಿ.ಕೆ.ಪಿ.ಎಸ್ ಸಂಸ್ಥೆ (9845169206) ಎಂಬಲ್ಲಿ ಖರೀದಿ ಕೇಂದ್ರ ತೆರೆಯಲಾಗಿದೆ.	[1136, 1555, 1308, 1823]
column-text: ಪಟ್ಟಣದ ನಿವಾಸಿ ಸದ್ಯ ಬೆಂಗಳೂರಿನ ಮಾಗಡಿ ರಸ್ತೆ ಗುರುಕುಲ ಇಂಟರ್ ನ್ಯಾಷನಲ್ ಪ್ರೌಢಶಾಲೆ ದೈಹಿಕ ಶಿಕ್ಷಣ ಶಿಕ್ಷಕರಾಗಿ ಸೇವೆ ಸಲ್ಲಿಸುತ್ತಿರುವ ರಾಮಪ್ಪ ಗದ್ದಿ ಅವರಿಗೆ ರವೀಂದ್ರ ಕಲಾಕ್ಷೇತ್ರದಲ್ಲಿ ಶಿಕ್ಷಣ ರತ್ನ ರಾಷ್ಟ್ರೀಯ ಶೈಕ್ಷಣಿಕ ಕನ್ನಡ ಮತ್ತು ಆಂಗ್ಲ ಪತ್ರಿಕೆ. ಮಲ್ಲೇಶ್ವರಂ	[545, 1810, 736, 1926]
masthead-text-right: ವಾಣಿ	[840, 69, 913, 117]
article-column: ರೈತರಿಗೆ ಕರ್ನಾಟಕ ಆಹಾರ ಮತ್ತು ನಾಗರಿಕ ಸರಬರಾಜು ನಿಗಮ ನಿಯಮಿತ ಸಂಸ್ಥೆಯವರು ನೀಡುವ ಗೋಣಿ ಚೀಲದಲ್ಲಿ 50 ಕೆ.ಜಿ. ಪ್ರಮಾಣದಲ್ಲಿ ತುಂಬಬೇಕು. ಸೋಯಾಬೀನ್ ಪ್ರತಿ ಎಕರೆಗೆ 5 ಕ್ವಿಂಟಾಲ್‌ನಂತೆ ಹಾಗೂ ಪ್ರತಿ ರೈತರಿಂದ ಗರಿಷ್ಟ 20 ಕ್ವಿಂಟಾಲ್‌ವರೆಗೆ ಖರೀದಿ ಪ್ರಮಾಣ ನಿಗದಿಪಡಿಸಿ ಆದೇಶಿಸಲಾಗಿದೆ. ಸರ್ಕಾರ ರವೆ ದಿನಗಳಲ್ಲಿ ಹೆಚ್ಚಿನ ಮಾಹಿತಿಗಾಗಿ ಆಯಾ ತಾಲೂಕಿನ ಖರೀದಿ ಕೇಂದ್ರಗಳನ್ನು ಸಂಪರ್ಕಿಸಬಹುದು. ಸರ್ಕಾರದ ಈ ಯೋಜನೆಯ ಸದುಪಯೋಗವನ್ನು ಜಿಲ್ಲೆಯ ರೈತರು ಪಡೆದುಕೊಳ್ಳಬೇಕೆಂದು ಜಿಲ್ಲಾಧಿಕಾರಿಗಳು ಪ್ರಕಟಣೆಯಲ್ಲಿ ತಿಳಿಸಿದ್ದಾರೆ.	[1319, 1555, 1491, 1806]
gray-dot	[1482, 2337, 1509, 2366]
article-column	[519, 2200, 653, 2328]
bhoomi-columns	[953, 952, 1491, 1462]
column-text: ಪುರಸ್ಕಾರ ನೀಡಿ ಗೌರವಿಸಲಾಯಿತು. ನಿವೃತ್ತ ಪೊಲೀಸ್ ಅಧಿಕಾರಿ ಬಸವರಾಜ ಮಾಲಗತ್ತಿ, ಕನ್ನಡ ಚಿತ್ರರಂಗದ ನಿರ್ದೇಶಕ, ನಿರ್ಮಾಪಕ, ನಟ ಎಸ್ ನಾರಾಯಣ, ಶಿಕ್ಷಣ ರತ್ನ	[746, 1810, 943, 1977]
headline-kharidi-kendra: ಖರೀದಿ ಕೇಂದ್ರ ಪ್ರಾರಂಭ	[1047, 1479, 1397, 1532]
